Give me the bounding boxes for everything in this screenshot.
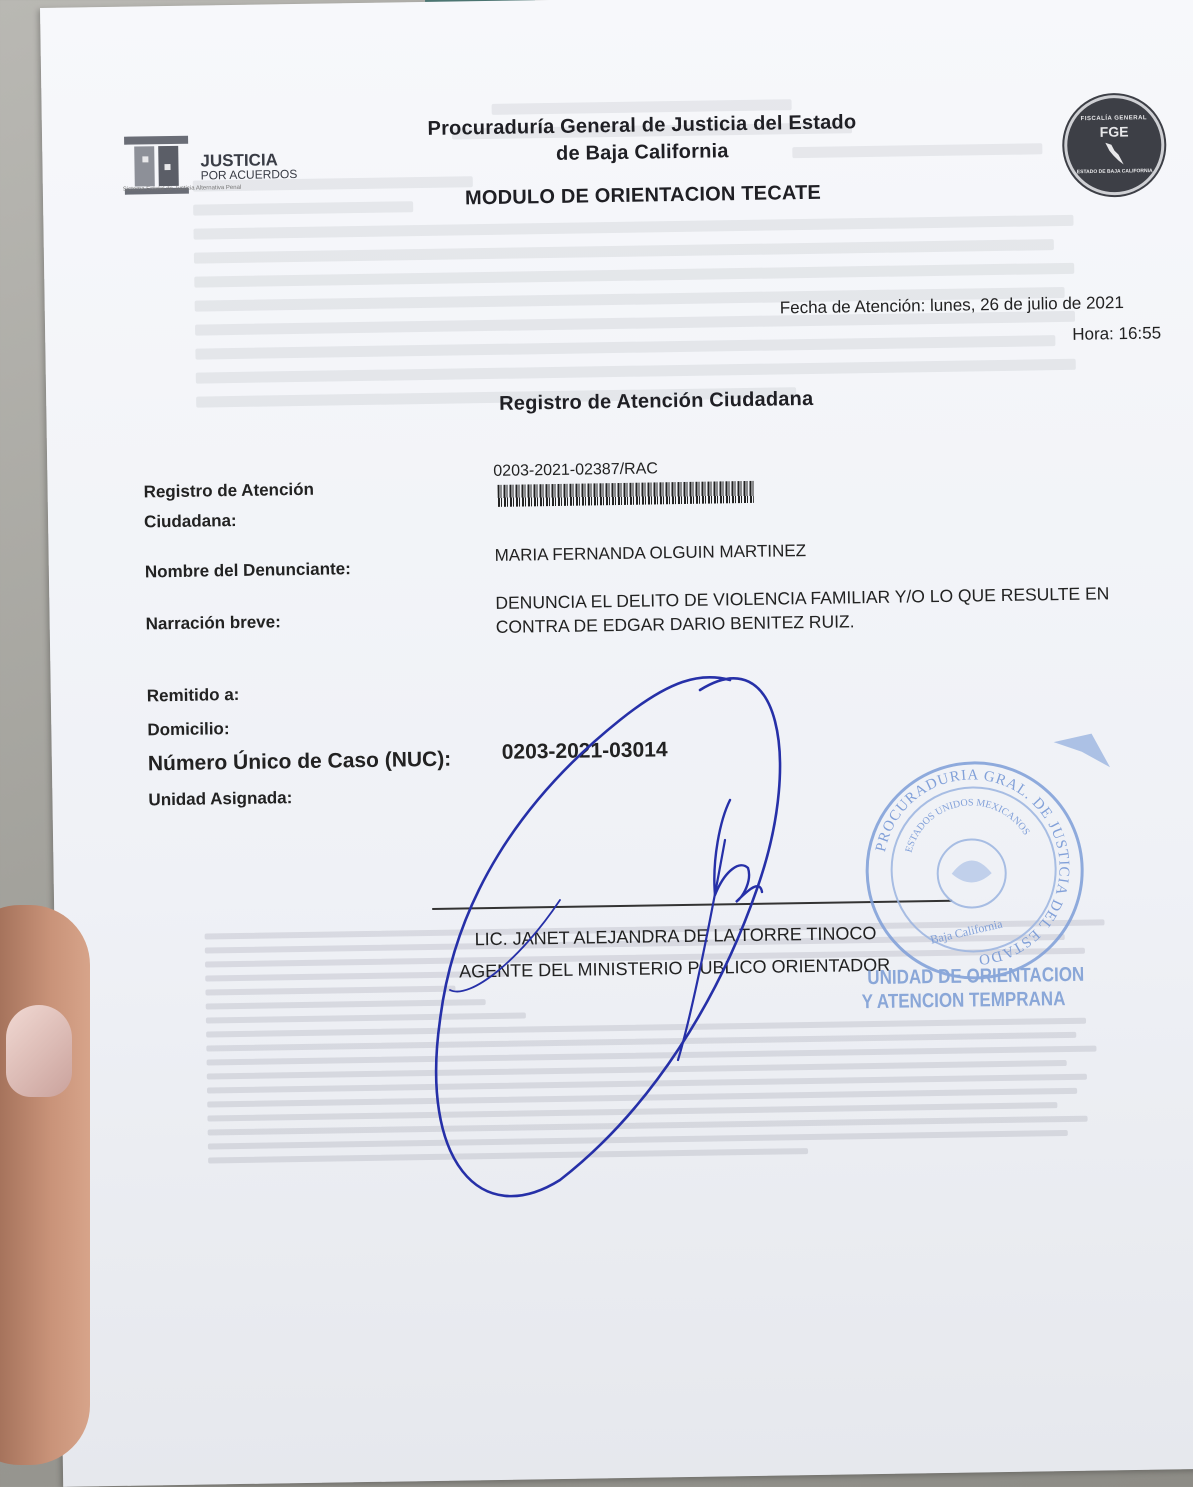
stamp-ring-text [864,760,1079,975]
hora-atencion [1072,323,1161,344]
signer-name: LIC. JANET ALEJANDRA DE LA TORRE TINOCO [474,922,877,950]
fge-seal-bottom: ESTADO DE BAJA CALIFORNIA [1076,168,1153,176]
stamp-ring-label: PROCURADURIA GRAL. DE JUSTICIA DEL ESTADO [873,767,1072,968]
official-stamp [864,760,1085,981]
justicia-logo [122,132,313,199]
svg-text:ESTADOS UNIDOS MEXICANOS [903,796,1032,854]
remitido-label: Remitido a: [146,684,240,706]
header-line-1: Procuraduría General de Justicia del Estado [427,111,857,140]
fge-seal-top: FISCALÍA GENERAL [1080,115,1148,123]
rac-label-2: Ciudadana: [143,510,237,532]
stamp-inner-label: ESTADOS UNIDOS MEXICANOS [903,797,1032,854]
baja-california-map-icon [1101,141,1127,165]
nuc-value: 0203-2021-03014 [501,738,668,764]
logo-tagline: Sistema Estatal de Justicia Alternativa Penal [122,184,242,193]
domicilio-label: Domicilio: [147,719,230,740]
narracion-line-2: CONTRA DE EDGAR DARIO BENITEZ RUIZ. [495,611,855,637]
rac-label-1: Registro de Atención [143,479,315,502]
logo-word-2: POR ACUERDOS [200,166,298,183]
header-line-2: de Baja California [555,140,729,165]
document-title: Registro de Atención Ciudadana [499,387,814,415]
eagle-shape [952,860,992,883]
hora-value: 16:55 [1118,323,1162,344]
unidad-label: Unidad Asignada: [148,788,293,810]
stamp-bottom-label: Baja California [928,916,1004,947]
fecha-value: lunes, 26 de julio de 2021 [929,293,1124,316]
stamp-corner-mark [1052,731,1113,772]
denunciante-label: Nombre del Denunciante: [144,559,351,582]
hora-label: Hora: [1072,324,1114,344]
module-title: MODULO DE ORIENTACION TECATE [464,181,822,210]
holding-hand [0,905,90,1465]
logo-word-1: JUSTICIA [200,150,279,171]
fge-seal [1064,94,1166,196]
fge-seal-center: FGE [1099,123,1129,140]
barcode [498,481,754,507]
denunciante-value: MARIA FERNANDA OLGUIN MARTINEZ [494,541,807,565]
document-sheet [40,0,1193,1487]
nuc-label: Número Único de Caso (NUC): [147,747,452,776]
fecha-label: Fecha de Atención: [779,296,926,318]
rac-value: 0203-2021-02387/RAC [493,460,659,480]
narracion-label: Narración breve: [145,612,281,634]
stamp-unit-line-1: UNIDAD DE ORIENTACION [867,963,1085,990]
fingernail [6,1005,72,1097]
narracion-line-1: DENUNCIA EL DELITO DE VIOLENCIA FAMILIAR Y/O LO QUE RESULTE EN [495,583,1110,613]
signer-role: AGENTE DEL MINISTERIO PUBLICO ORIENTADOR [459,954,891,982]
stamp-unit-line-2: Y ATENCION TEMPRANA [861,988,1066,1014]
